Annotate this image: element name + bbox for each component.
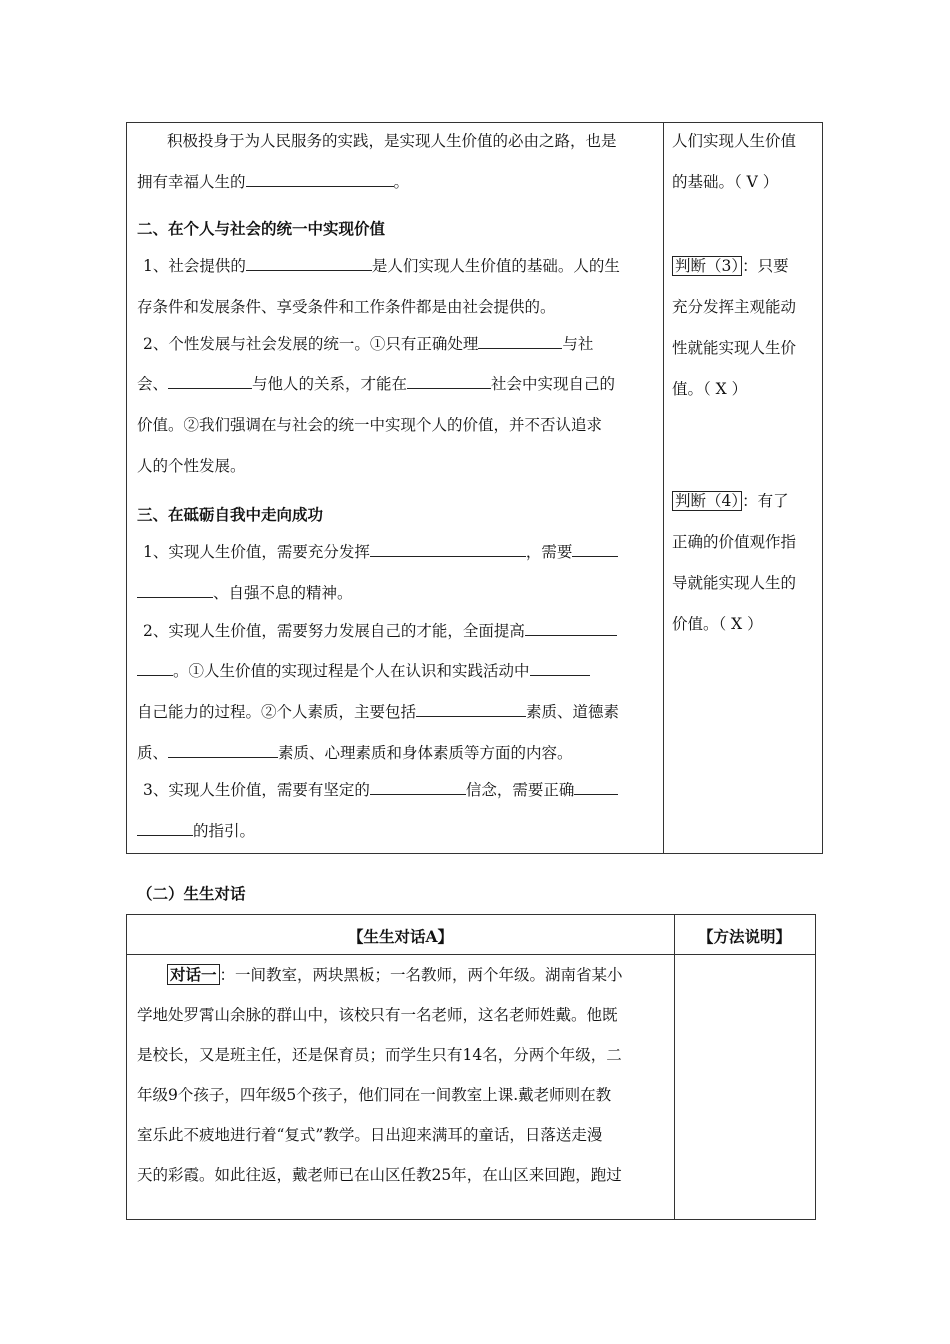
judgement-line: 值。（ X ） (672, 380, 748, 398)
blank-field[interactable] (168, 743, 278, 758)
dialogue-header: 【生生对话A】 (347, 927, 454, 946)
blank-field[interactable] (137, 661, 173, 676)
blank-field[interactable] (137, 821, 193, 836)
judgement-line: 价值。（ X ） (672, 615, 763, 633)
paragraph-line: 是校长，又是班主任，还是保育员；而学生只有14名，分两个年级，二 (137, 1046, 622, 1064)
section-heading-3: 三、在砥砺自我中走向成功 (137, 505, 324, 524)
paragraph-line: 会、 与他人的关系，才能在 社会中实现自己的 (137, 375, 616, 393)
judgement-3-label: 判断（3） (672, 256, 742, 276)
section-heading-2: 二、在个人与社会的统一中实现价值 (137, 219, 386, 238)
blank-field[interactable] (168, 374, 252, 389)
section-caption: （二）生生对话 (137, 884, 246, 903)
paragraph-line: 价值。②我们强调在与社会的统一中实现个人的价值，并不否认追求 (137, 416, 603, 434)
judgement-4-label: 判断（4） (672, 491, 742, 511)
paragraph-line: 年级9个孩子，四年级5个孩子，他们同在一间教室上课.戴老师则在教 (137, 1086, 612, 1104)
paragraph-line: 人的个性发展。 (137, 457, 246, 475)
paragraph-line: 2、实现人生价值，需要努力发展自己的才能，全面提高 (143, 621, 617, 641)
blank-field[interactable] (572, 542, 618, 557)
knowledge-table (126, 122, 823, 854)
column-divider (674, 915, 675, 1219)
judgement-line: 充分发挥主观能动 (672, 298, 797, 316)
paragraph-line: 积极投身于为人民服务的实践，是实现人生价值的必由之路，也是 (167, 132, 617, 150)
judgement-line: 导就能实现人生的 (672, 574, 797, 592)
blank-field[interactable] (407, 374, 491, 389)
judgement-line: 判断（3） ：只要 (672, 256, 789, 276)
paragraph-line: 天的彩霞。如此往返，戴老师已在山区任教25年，在山区来回跑，跑过 (137, 1166, 622, 1184)
paragraph-line: 学地处罗霄山余脉的群山中，该校只有一名老师，这名老师姓戴。他既 (137, 1006, 618, 1024)
blank-field[interactable] (574, 780, 618, 795)
judgement-line: 人们实现人生价值 (672, 132, 797, 150)
paragraph-line: 对话一 ：一间教室，两块黑板；一名教师，两个年级。湖南省某小 (167, 965, 623, 985)
paragraph-line: 1、实现人生价值，需要充分发挥 ，需要 (143, 542, 618, 562)
blank-field[interactable] (370, 542, 526, 557)
blank-field[interactable] (246, 256, 372, 271)
paragraph-line: 、自强不息的精神。 (137, 583, 353, 603)
blank-field[interactable] (246, 172, 394, 187)
judgement-line: 判断（4） ：有了 (672, 491, 789, 511)
paragraph-line: 存条件和发展条件、享受条件和工作条件都是由社会提供的。 (137, 298, 556, 316)
paragraph-line: 的指引。 (137, 821, 255, 841)
paragraph-line: 质、 素质、心理素质和身体素质等方面的内容。 (137, 744, 573, 762)
paragraph-line: 3、实现人生价值，需要有坚定的 信念，需要正确 (143, 780, 618, 800)
judgement-line: 正确的价值观作指 (672, 533, 797, 551)
blank-field[interactable] (137, 583, 213, 598)
paragraph-line: 。①人生价值的实现过程是个人在认识和实践活动中 (137, 661, 590, 681)
column-divider (663, 123, 664, 853)
judgement-line: 的基础。（ V ） (672, 173, 779, 191)
dialogue-label: 对话一 (167, 964, 220, 985)
paragraph-line: 拥有幸福人生的 。 (137, 173, 410, 191)
paragraph-line: 1、社会提供的 是人们实现人生价值的基础。人的生 (143, 257, 620, 275)
blank-field[interactable] (530, 661, 590, 676)
paragraph-line: 室乐此不疲地进行着“复式”教学。日出迎来满耳的童话，日落送走漫 (137, 1126, 603, 1144)
paragraph-line: 2、个性发展与社会发展的统一。①只有正确处理 与社 (143, 335, 594, 353)
blank-field[interactable] (370, 780, 466, 795)
dialogue-table (126, 914, 816, 1220)
blank-field[interactable] (478, 334, 562, 349)
method-header: 【方法说明】 (697, 927, 791, 946)
blank-field[interactable] (525, 621, 617, 636)
paragraph-line: 自己能力的过程。②个人素质，主要包括 素质、道德素 (137, 703, 620, 721)
judgement-line: 性就能实现人生价 (672, 339, 797, 357)
blank-field[interactable] (416, 702, 526, 717)
header-divider (127, 954, 815, 955)
